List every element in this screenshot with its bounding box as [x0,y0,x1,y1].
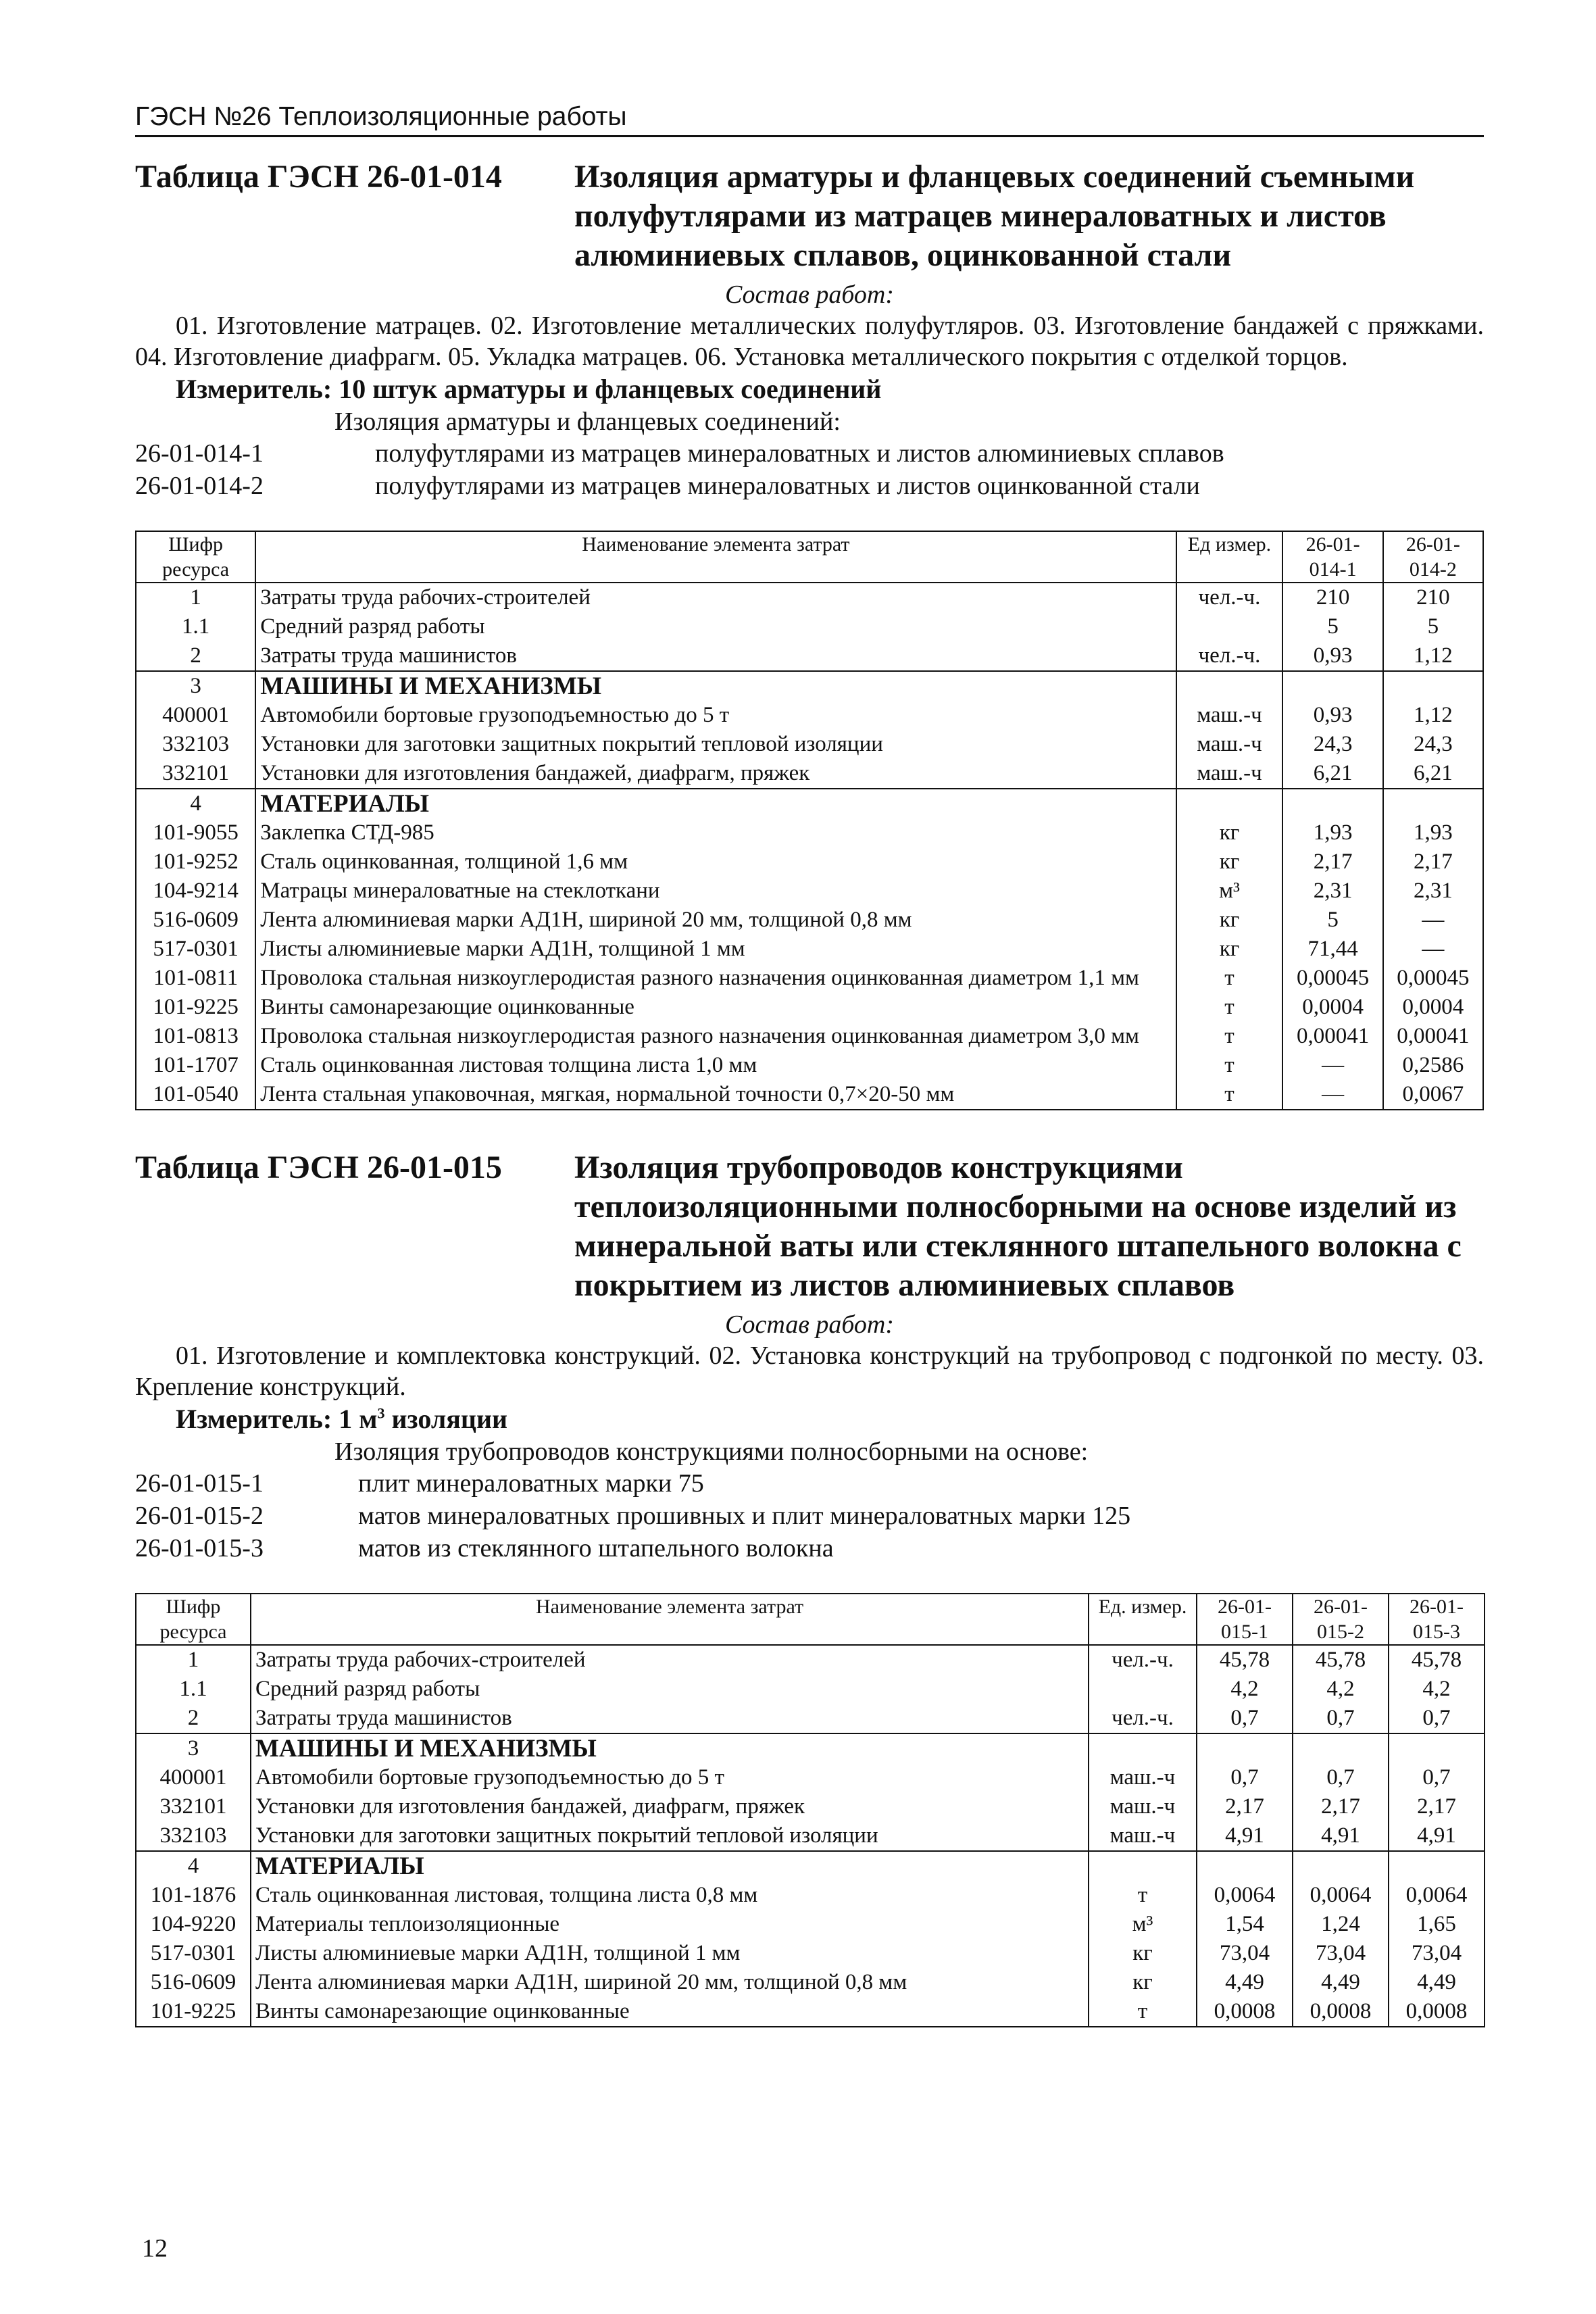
cell-value: 73,04 [1293,1939,1389,1968]
composition-label: Состав работ: [724,280,895,309]
variants-intro: Изоляция арматуры и фланцевых соединений: [334,408,841,436]
cell-name: Винты самонарезающие оцинкованные [251,1997,1089,2027]
cell-unit: маш.-ч [1176,759,1283,789]
table-row [136,1939,1485,1968]
cell-code: 516-0609 [136,906,255,935]
table-row [136,1704,1485,1733]
cell-unit: кг [1089,1968,1197,1997]
cell-value: 0,0008 [1389,1997,1485,2027]
header-name: Наименование элемента затрат [255,531,1176,583]
cell-code: 4 [136,789,255,818]
cell-value: 4,49 [1293,1968,1389,1997]
cell-code: 3 [136,1733,251,1763]
cell-name: Лента алюминиевая марки АД1Н, шириной 20 мм, толщиной 0,8 мм [255,906,1176,935]
table-row [136,1051,1483,1080]
header-unit: Ед измер. [1176,531,1283,583]
table-row [136,1645,1485,1675]
header-col: 26-01-014-1 [1282,531,1382,583]
cell-value: 210 [1383,583,1483,612]
cell-code: 1.1 [136,612,255,641]
cell-unit: маш.-ч [1089,1763,1197,1792]
cell-value: 0,00041 [1383,1022,1483,1051]
cell-value: 6,21 [1383,759,1483,789]
table-row [136,789,1483,818]
cell-unit: т [1176,964,1283,993]
header-col: 26-01-015-2 [1293,1594,1389,1645]
cell-value: — [1383,935,1483,964]
variants-intro: Изоляция трубопроводов конструкциями полносборными на основе: [334,1437,1089,1466]
cell-code: 4 [136,1851,251,1881]
cell-unit: т [1176,1051,1283,1080]
cell-value: 1,93 [1282,818,1382,847]
cost-table-26-01-014 [135,531,1484,1110]
variant-row [135,1532,1484,1565]
cell-value: 45,78 [1389,1645,1485,1675]
cell-name: Сталь оцинкованная листовая, толщина листа 0,8 мм [251,1881,1089,1910]
cell-code: 101-0811 [136,964,255,993]
cell-name: Средний разряд работы [255,612,1176,641]
cell-value: 4,49 [1389,1968,1485,1997]
variant-text: плит минераловатных марки 75 [358,1469,704,1498]
table-row [136,1881,1485,1910]
cell-value: 4,49 [1197,1968,1293,1997]
cell-unit [1089,1733,1197,1763]
cell-unit: кг [1176,935,1283,964]
table-row [136,1080,1483,1110]
cell-code: 1 [136,583,255,612]
variant-row [135,1467,1484,1500]
variant-code: 26-01-014-2 [135,472,264,500]
composition-text: 01. Изготовление и комплектовка конструкций. 02. Установка конструкций на трубопровод с подгонкой по месту. 03. Крепление конструкций. [135,1341,1484,1401]
cell-unit: т [1176,1080,1283,1110]
variant-text: полуфутлярами из матрацев минераловатных и листов оцинкованной стали [375,472,1200,500]
cell-code: 101-9225 [136,993,255,1022]
cell-unit [1176,789,1283,818]
cell-value: 2,31 [1383,877,1483,906]
cell-value: 1,24 [1293,1910,1389,1939]
cell-value: 0,7 [1293,1763,1389,1792]
measure-unit: Измеритель: 10 штук арматуры и фланцевых соединений [176,374,882,404]
cell-value [1293,1851,1389,1881]
cell-value: 2,17 [1383,847,1483,877]
cell-value: 45,78 [1197,1645,1293,1675]
variant-text: матов из стеклянного штапельного волокна [358,1534,834,1562]
cell-code: 1 [136,1645,251,1675]
header-unit: Ед. измер. [1089,1594,1197,1645]
cell-unit: т [1089,1997,1197,2027]
cell-code: 2 [136,1704,251,1733]
cell-name: Лента алюминиевая марки АД1Н, шириной 20 мм, толщиной 0,8 мм [251,1968,1089,1997]
cell-unit: м³ [1089,1910,1197,1939]
table-heading [135,157,1484,275]
cell-unit: маш.-ч [1176,730,1283,759]
cell-value: 2,31 [1282,877,1382,906]
cell-value [1197,1851,1293,1881]
cell-name: Автомобили бортовые грузоподъемностью до 5 т [251,1763,1089,1792]
cell-value: 5 [1282,612,1382,641]
cell-name: Матрацы минераловатные на стеклоткани [255,877,1176,906]
cell-value: 2,17 [1389,1792,1485,1821]
table-row [136,1792,1485,1821]
cell-code: 104-9220 [136,1910,251,1939]
table-row [136,1675,1485,1704]
cell-unit: м³ [1176,877,1283,906]
cell-code: 332101 [136,759,255,789]
cell-unit: кг [1176,906,1283,935]
cell-code: 517-0301 [136,935,255,964]
table-row [136,1968,1485,1997]
cell-value: 0,0067 [1383,1080,1483,1110]
composition-text: 01. Изготовление матрацев. 02. Изготовление металлических полуфутляров. 03. Изготовление бандажей с пряжками. 04. Изготовление диафрагм. 05. Укладка матрацев. 06. Установка металлического покрытия с отделкой торцов. [135,312,1484,371]
cell-name: МАШИНЫ И МЕХАНИЗМЫ [255,671,1176,701]
cell-unit: чел.-ч. [1176,583,1283,612]
cell-unit: т [1089,1881,1197,1910]
cell-name: Лента стальная упаковочная, мягкая, нормальной точности 0,7×20-50 мм [255,1080,1176,1110]
header-code: Шифр ресурса [136,531,255,583]
variant-code: 26-01-015-2 [135,1502,264,1530]
table-row [136,1851,1485,1881]
composition-label: Состав работ: [724,1310,895,1339]
cell-value: 0,0008 [1197,1997,1293,2027]
cell-value: 0,7 [1389,1763,1485,1792]
cell-value: 24,3 [1383,730,1483,759]
cell-value: 0,0064 [1293,1881,1389,1910]
cell-name: Проволока стальная низкоуглеродистая разного назначения оцинкованная диаметром 1,1 мм [255,964,1176,993]
table-row [136,1763,1485,1792]
cell-value: 4,2 [1293,1675,1389,1704]
header-col: 26-01-015-1 [1197,1594,1293,1645]
table-row [136,993,1483,1022]
cell-value: 6,21 [1282,759,1382,789]
table-header-row [136,1594,1485,1645]
cell-value: 73,04 [1389,1939,1485,1968]
cell-code: 332101 [136,1792,251,1821]
cell-unit: маш.-ч [1089,1792,1197,1821]
cell-value: 24,3 [1282,730,1382,759]
table-row [136,671,1483,701]
page-number: 12 [142,2234,168,2263]
cell-value: — [1282,1080,1382,1110]
cell-code: 101-0540 [136,1080,255,1110]
table-row [136,1733,1485,1763]
table-title: Изоляция арматуры и фланцевых соединений съемными полуфутлярами из матрацев минераловатных и листов алюминиевых сплавов, оцинкованной стали [574,159,1415,273]
table-row [136,818,1483,847]
cell-name: Установки для заготовки защитных покрытий тепловой изоляции [255,730,1176,759]
cell-value [1383,671,1483,701]
cell-name: МАШИНЫ И МЕХАНИЗМЫ [251,1733,1089,1763]
cell-value: 0,2586 [1383,1051,1483,1080]
cell-value: 2,17 [1282,847,1382,877]
header-col: 26-01-014-2 [1383,531,1483,583]
table-row [136,1910,1485,1939]
cell-value: 0,0064 [1197,1881,1293,1910]
cell-value: 5 [1282,906,1382,935]
variant-text: матов минераловатных прошивных и плит минераловатных марки 125 [358,1502,1131,1530]
cell-value: 0,7 [1197,1763,1293,1792]
cell-name: Установки для изготовления бандажей, диафрагм, пряжек [251,1792,1089,1821]
cell-name: Проволока стальная низкоуглеродистая разного назначения оцинкованная диаметром 3,0 мм [255,1022,1176,1051]
cell-name: Сталь оцинкованная листовая толщина листа 1,0 мм [255,1051,1176,1080]
cell-value [1282,789,1382,818]
cell-value [1383,789,1483,818]
cell-name: Листы алюминиевые марки АД1Н, толщиной 1 мм [251,1939,1089,1968]
header-name: Наименование элемента затрат [251,1594,1089,1645]
variant-row [135,437,1484,470]
cell-name: МАТЕРИАЛЫ [255,789,1176,818]
table-row [136,730,1483,759]
cell-value: 5 [1383,612,1483,641]
table-code: Таблица ГЭСН 26-01-014 [135,159,502,195]
cell-value [1282,671,1382,701]
cell-code: 2 [136,641,255,671]
table-row [136,877,1483,906]
cell-unit: чел.-ч. [1089,1645,1197,1675]
table-heading [135,1148,1484,1305]
cell-value [1389,1733,1485,1763]
header-code: Шифр ресурса [136,1594,251,1645]
cell-code: 101-9225 [136,1997,251,2027]
cell-value: 0,0008 [1293,1997,1389,2027]
cell-name: Автомобили бортовые грузоподъемностью до 5 т [255,701,1176,730]
cell-value: 4,2 [1389,1675,1485,1704]
cell-value: 73,04 [1197,1939,1293,1968]
variant-row [135,470,1484,502]
cell-value: 0,93 [1282,701,1382,730]
variant-code: 26-01-015-3 [135,1534,264,1562]
cell-value [1197,1733,1293,1763]
table-row [136,612,1483,641]
cell-unit [1176,671,1283,701]
cell-code: 1.1 [136,1675,251,1704]
cell-value: 0,0004 [1282,993,1382,1022]
cell-name: МАТЕРИАЛЫ [251,1851,1089,1881]
cell-value: 45,78 [1293,1645,1389,1675]
cell-value: 71,44 [1282,935,1382,964]
section-26-01-014 [135,157,1484,1110]
cell-name: Материалы теплоизоляционные [251,1910,1089,1939]
cell-code: 3 [136,671,255,701]
variant-text: полуфутлярами из матрацев минераловатных и листов алюминиевых сплавов [375,439,1224,468]
table-row [136,1997,1485,2027]
cell-value: 1,54 [1197,1910,1293,1939]
cell-unit [1089,1675,1197,1704]
cell-value: — [1282,1051,1382,1080]
cell-name: Средний разряд работы [251,1675,1089,1704]
table-header-row [136,531,1483,583]
cell-unit: чел.-ч. [1089,1704,1197,1733]
cell-value: 0,0004 [1383,993,1483,1022]
cell-unit: маш.-ч [1176,701,1283,730]
table-title: Изоляция трубопроводов конструкциями теплоизоляционными полносборными на основе изделий из минеральной ваты или стеклянного штапельного волокна с покрытием из листов алюминиевых сплавов [574,1150,1462,1303]
table-code: Таблица ГЭСН 26-01-015 [135,1150,502,1185]
cell-name: Сталь оцинкованная, толщиной 1,6 мм [255,847,1176,877]
cell-value [1389,1851,1485,1881]
cell-code: 400001 [136,701,255,730]
document-page [135,101,1484,2027]
variant-code: 26-01-015-1 [135,1469,264,1498]
cell-value: 4,91 [1389,1821,1485,1851]
variant-code: 26-01-014-1 [135,439,264,468]
cell-value: 0,7 [1389,1704,1485,1733]
variant-row [135,1500,1484,1532]
cell-value: 0,93 [1282,641,1382,671]
cell-name: Затраты труда машинистов [255,641,1176,671]
cell-code: 332103 [136,730,255,759]
cell-value: 0,00045 [1383,964,1483,993]
section-26-01-015 [135,1148,1484,2027]
cell-code: 332103 [136,1821,251,1851]
cell-value: 0,00041 [1282,1022,1382,1051]
cell-name: Затраты труда машинистов [251,1704,1089,1733]
cell-name: Заклепка СТД-985 [255,818,1176,847]
table-row [136,759,1483,789]
cell-unit: кг [1176,847,1283,877]
cell-name: Установки для заготовки защитных покрытий тепловой изоляции [251,1821,1089,1851]
cell-value: 210 [1282,583,1382,612]
table-row [136,906,1483,935]
cell-code: 104-9214 [136,877,255,906]
cell-value: 2,17 [1293,1792,1389,1821]
cell-value: 0,7 [1293,1704,1389,1733]
cell-name: Винты самонарезающие оцинкованные [255,993,1176,1022]
cell-code: 101-0813 [136,1022,255,1051]
table-row [136,1821,1485,1851]
cell-value: 4,91 [1197,1821,1293,1851]
cell-unit: кг [1089,1939,1197,1968]
table-row [136,583,1483,612]
cell-unit [1176,612,1283,641]
running-header: ГЭСН №26 Теплоизоляционные работы [135,101,1484,137]
cell-value: 0,0064 [1389,1881,1485,1910]
cost-table-26-01-015 [135,1593,1485,2027]
cell-value: 0,7 [1197,1704,1293,1733]
cell-code: 101-1876 [136,1881,251,1910]
cell-unit: маш.-ч [1089,1821,1197,1851]
cell-code: 400001 [136,1763,251,1792]
cell-name: Затраты труда рабочих-строителей [255,583,1176,612]
cell-name: Установки для изготовления бандажей, диафрагм, пряжек [255,759,1176,789]
cell-unit: чел.-ч. [1176,641,1283,671]
cell-code: 101-1707 [136,1051,255,1080]
cell-value: 1,12 [1383,641,1483,671]
cell-unit: кг [1176,818,1283,847]
header-col: 26-01-015-3 [1389,1594,1485,1645]
cell-value [1293,1733,1389,1763]
table-row [136,641,1483,671]
table-row [136,701,1483,730]
cell-value: 2,17 [1197,1792,1293,1821]
cell-code: 516-0609 [136,1968,251,1997]
table-row [136,935,1483,964]
cell-value: 1,65 [1389,1910,1485,1939]
table-row [136,1022,1483,1051]
table-row [136,964,1483,993]
cell-unit [1089,1851,1197,1881]
cell-value: 1,93 [1383,818,1483,847]
cell-unit: т [1176,993,1283,1022]
cell-value: 1,12 [1383,701,1483,730]
cell-value: 0,00045 [1282,964,1382,993]
table-row [136,847,1483,877]
cell-code: 101-9055 [136,818,255,847]
cell-code: 517-0301 [136,1939,251,1968]
cell-name: Затраты труда рабочих-строителей [251,1645,1089,1675]
cell-value: — [1383,906,1483,935]
cell-name: Листы алюминиевые марки АД1Н, толщиной 1 мм [255,935,1176,964]
cell-value: 4,91 [1293,1821,1389,1851]
cell-value: 4,2 [1197,1675,1293,1704]
cell-code: 101-9252 [136,847,255,877]
cell-unit: т [1176,1022,1283,1051]
measure-unit: Измеритель: 1 $м^3$ изоляции [176,1404,508,1434]
